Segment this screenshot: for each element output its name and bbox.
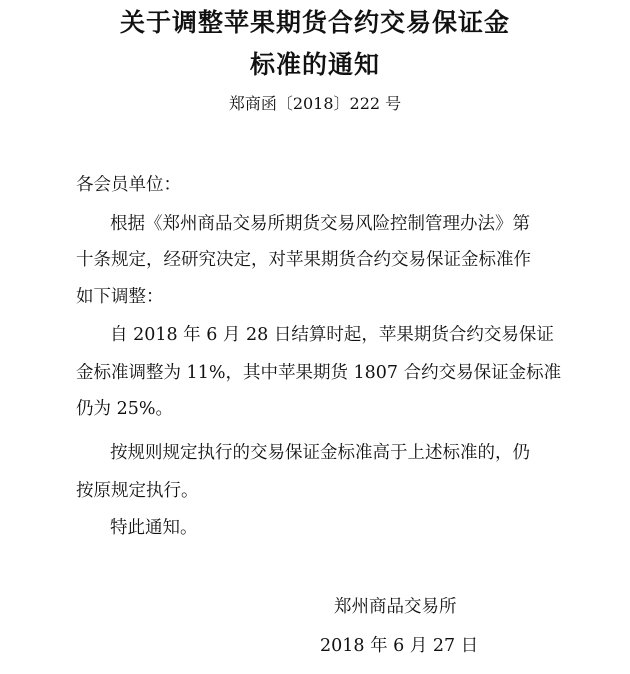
document-number: 郑商函〔2018〕222 号 <box>228 94 402 113</box>
paragraph-3-line-1: 按规则规定执行的交易保证金标准高于上述标准的，仍 <box>110 443 530 463</box>
title-line-2: 标准的通知 <box>249 50 380 79</box>
paragraph-2-line-2: 金标准调整为 11%，其中苹果期货 1807 合约交易保证金标准 <box>76 363 562 383</box>
paragraph-2-line-1: 自 2018 年 6 月 28 日结算时起，苹果期货合约交易保证 <box>110 325 554 345</box>
closing-remark: 特此通知。 <box>110 518 198 538</box>
paragraph-3-line-2: 按原规定执行。 <box>76 481 199 501</box>
issuer-name: 郑州商品交易所 <box>334 597 457 617</box>
paragraph-1-line-1: 根据《郑州商品交易所期货交易风险控制管理办法》第 <box>110 214 530 234</box>
salutation: 各会员单位： <box>76 175 181 195</box>
issue-date: 2018 年 6 月 27 日 <box>320 636 479 656</box>
paragraph-2-line-3: 仍为 25%。 <box>76 399 173 419</box>
paragraph-1-line-3: 如下调整： <box>76 287 164 307</box>
title-line-1: 关于调整苹果期货合约交易保证金 <box>119 8 510 37</box>
paragraph-1-line-2: 十条规定，经研究决定，对苹果期货合约交易保证金标准作 <box>76 250 531 270</box>
